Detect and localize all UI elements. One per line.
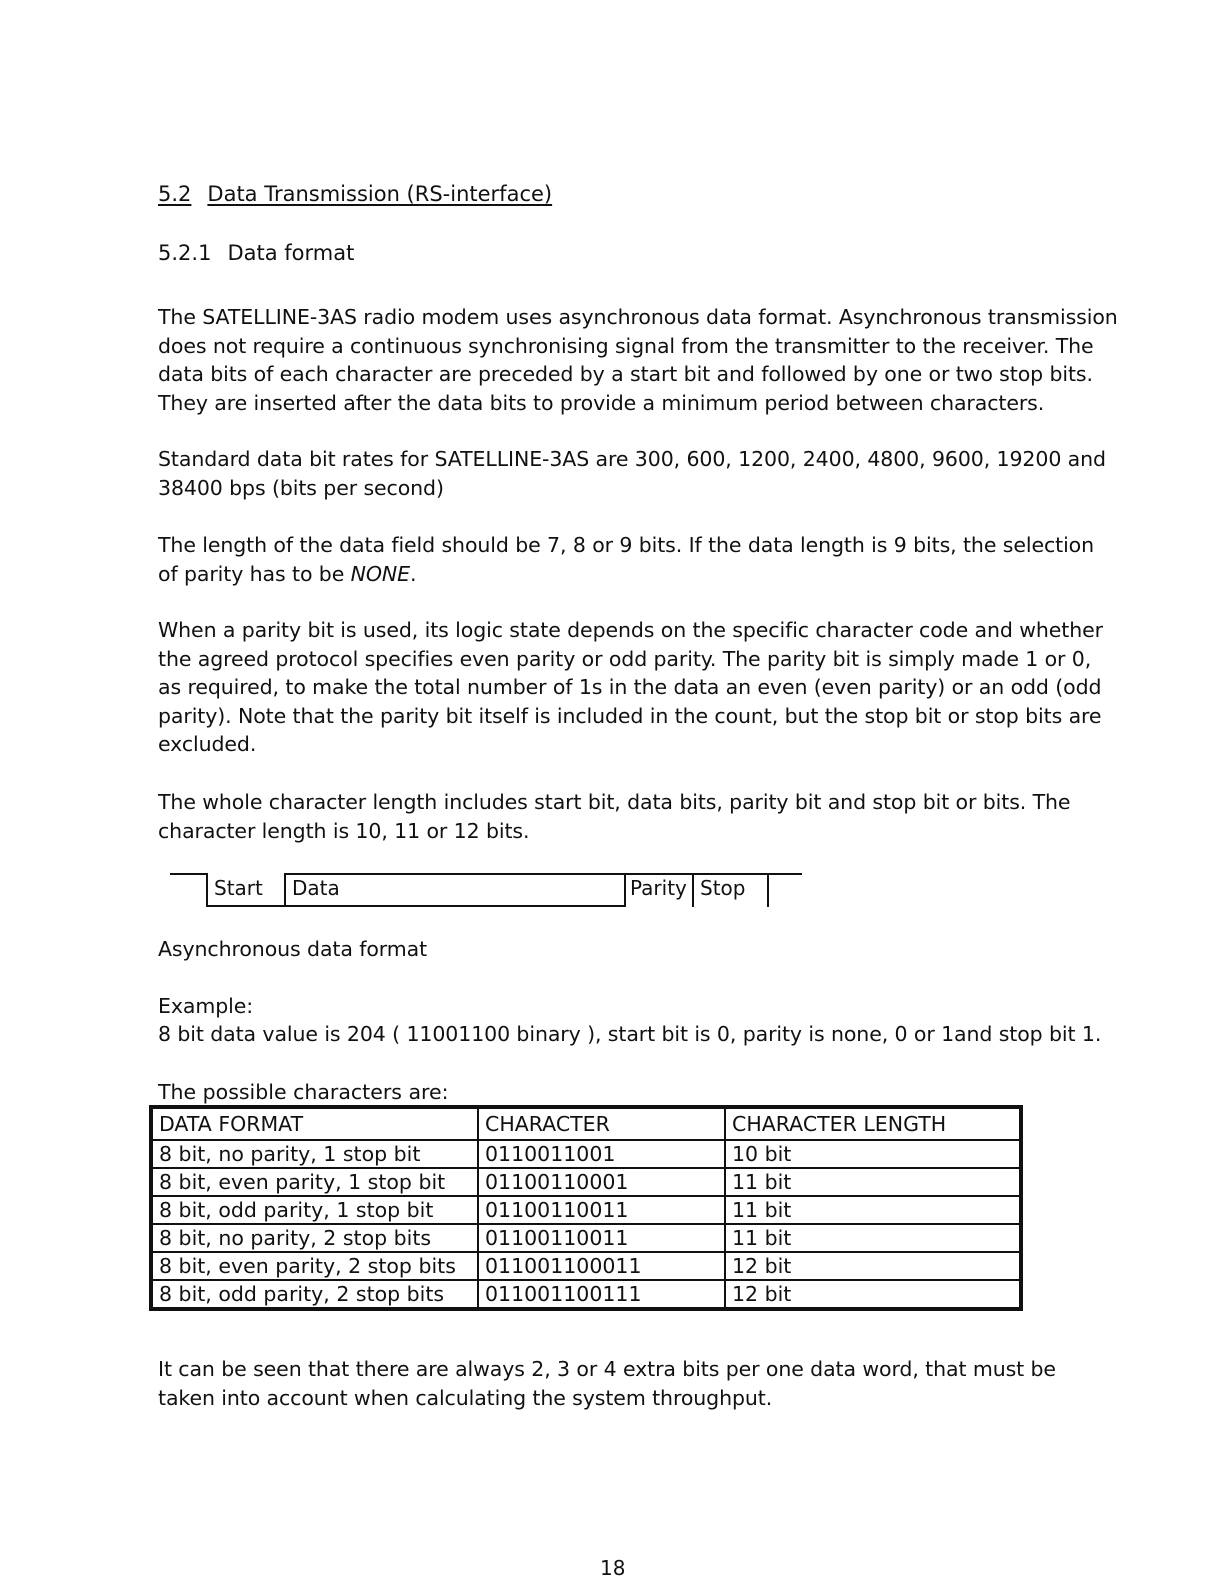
section-heading [158, 180, 552, 208]
subsection-heading [158, 239, 354, 267]
cell-character-length: 11 bit [725, 1224, 1021, 1252]
cell-character: 01100110001 [478, 1168, 725, 1196]
example-text: 8 bit data value is 204 ( 11001100 binary ), start bit is 0, parity is none, 0 or 1and stop bit 1. [158, 1022, 1102, 1046]
paragraph-data-length-text: The length of the data field should be 7, 8 or 9 bits. If the data length is 9 bits, the selection of parity has to be [158, 533, 1094, 586]
diagram-end-edge [767, 873, 769, 907]
diagram-data-label: Data [292, 876, 340, 900]
section-title: Data Transmission (RS-interface) [207, 182, 553, 206]
cell-data-format: 8 bit, no parity, 1 stop bit [151, 1140, 478, 1168]
diagram-parity-label: Parity [630, 876, 687, 900]
paragraph-intro: The SATELLINE-3AS radio modem uses asynchronous data format. Asynchronous transmission does not require a continuous synchronising signal from the transmitter to the receiver. The data bits of each character are preceded by a start bit and followed by one or two stop bits. They are inserted after the data bits to provide a minimum period between characters. [158, 305, 1118, 415]
cell-character: 01100110011 [478, 1196, 725, 1224]
paragraph-character-length: The whole character length includes start bit, data bits, parity bit and stop bit or bits. The character length is 10, 11 or 12 bits. [158, 790, 1071, 843]
diagram-data-divider [284, 873, 286, 907]
section-number: 5.2 [158, 182, 192, 206]
table-row [151, 1252, 1021, 1280]
diagram-high-line [284, 873, 802, 875]
subsection-number: 5.2.1 [158, 241, 212, 265]
cell-data-format: 8 bit, even parity, 2 stop bits [151, 1252, 478, 1280]
cell-data-format: 8 bit, no parity, 2 stop bits [151, 1224, 478, 1252]
cell-character-length: 12 bit [725, 1280, 1021, 1309]
diagram-start-label: Start [214, 876, 263, 900]
cell-character-length: 10 bit [725, 1140, 1021, 1168]
paragraph-bit-rates: Standard data bit rates for SATELLINE-3AS are 300, 600, 1200, 2400, 4800, 9600, 19200 and 38400 bps (bits per second) [158, 447, 1106, 500]
header-character-length: CHARACTER LENGTH [725, 1107, 1021, 1140]
table-header-row [151, 1107, 1021, 1140]
paragraph-data-length [158, 531, 1118, 588]
cell-data-format: 8 bit, odd parity, 2 stop bits [151, 1280, 478, 1309]
diagram-parity-divider [624, 873, 626, 907]
paragraph-closing: It can be seen that there are always 2, 3 or 4 extra bits per one data word, that must be taken into account when calculating the system throughput. [158, 1357, 1056, 1410]
diagram-low-line [206, 905, 626, 907]
table-row [151, 1224, 1021, 1252]
table-row [151, 1168, 1021, 1196]
paragraph-data-length-end: . [410, 561, 417, 586]
diagram-stop-label: Stop [700, 876, 746, 900]
async-format-diagram [170, 870, 810, 910]
header-character: CHARACTER [478, 1107, 725, 1140]
character-format-table [149, 1105, 1023, 1311]
table-row [151, 1196, 1021, 1224]
page-number: 18 [600, 1556, 626, 1580]
diagram-idle-line [170, 873, 207, 875]
header-data-format: DATA FORMAT [151, 1107, 478, 1140]
cell-data-format: 8 bit, odd parity, 1 stop bit [151, 1196, 478, 1224]
cell-character: 011001100011 [478, 1252, 725, 1280]
cell-character: 01100110011 [478, 1224, 725, 1252]
subsection-title: Data format [227, 241, 355, 265]
diagram-start-edge [206, 873, 208, 907]
diagram-stop-divider [692, 873, 694, 907]
cell-character-length: 11 bit [725, 1168, 1021, 1196]
cell-data-format: 8 bit, even parity, 1 stop bit [151, 1168, 478, 1196]
cell-character: 011001100111 [478, 1280, 725, 1309]
table-title: The possible characters are: [158, 1080, 449, 1104]
parity-none-emphasis: NONE [350, 561, 411, 586]
table-row [151, 1140, 1021, 1168]
table-row [151, 1280, 1021, 1309]
cell-character-length: 11 bit [725, 1196, 1021, 1224]
cell-character: 0110011001 [478, 1140, 725, 1168]
diagram-caption: Asynchronous data format [158, 937, 428, 961]
paragraph-parity: When a parity bit is used, its logic state depends on the specific character code and whether the agreed protocol specifies even parity or odd parity. The parity bit is simply made 1 or 0, as required, to make the total number of 1s in the data an even (even parity) or an odd (odd parity). Note that the parity bit itself is included in the count, but the stop bit or stop bits are excluded. [158, 618, 1103, 757]
cell-character-length: 12 bit [725, 1252, 1021, 1280]
example-label: Example: [158, 994, 254, 1018]
